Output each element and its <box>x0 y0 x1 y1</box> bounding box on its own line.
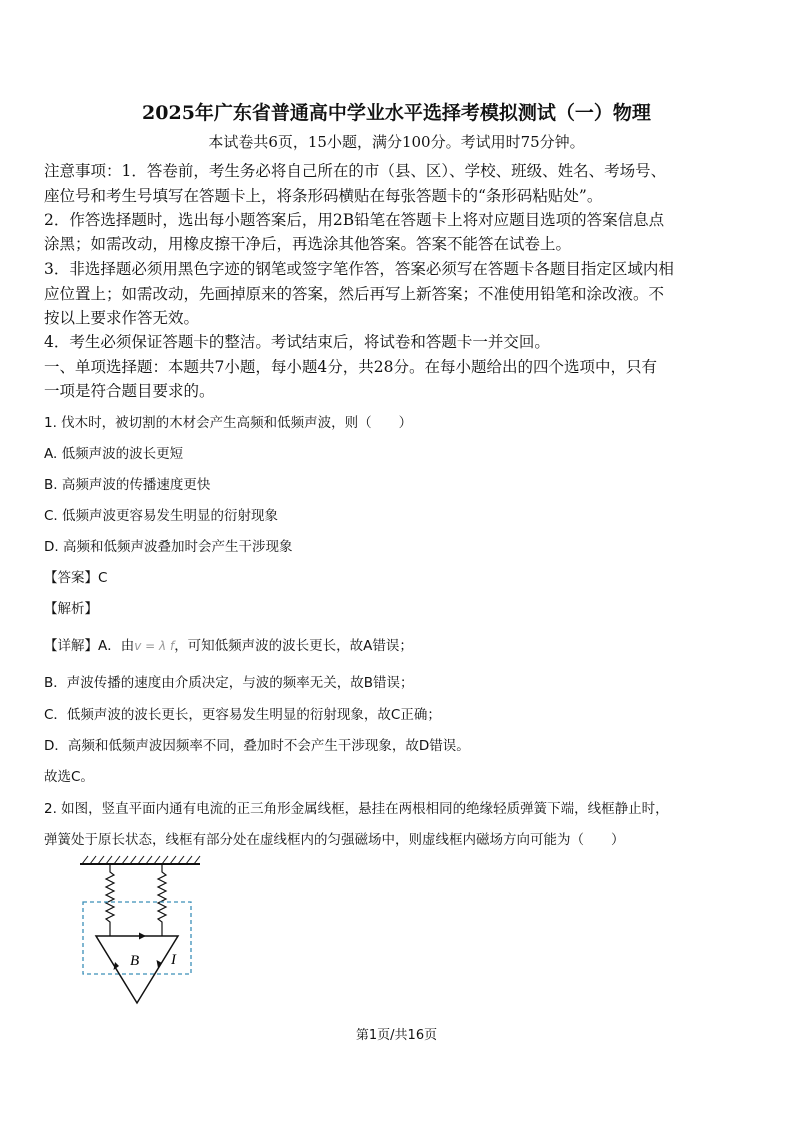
q1-detail-c: C．低频声波的波长更长，更容易发生明显的衍射现象，故C正确； <box>44 707 441 723</box>
triangle-frame <box>96 936 178 1003</box>
q1-option-c: C. 低频声波更容易发生明显的衍射现象 <box>44 508 279 524</box>
right-spring <box>158 864 166 936</box>
q1-analysis-label: 【解析】 <box>44 601 98 617</box>
q1-stem: 1. 伐木时，被切割的木材会产生高频和低频声波，则（ ） <box>44 415 413 431</box>
ceiling-hatch <box>82 856 200 864</box>
notes-item-4: 4．考生必须保证答题卡的整洁。考试结束后，将试卷和答题卡一并交回。 <box>44 333 550 351</box>
notes-item-3b: 应位置上；如需改动，先画掉原来的答案，然后再写上新答案；不准使用铅笔和涂改液。不 <box>44 285 665 303</box>
q2-figure <box>76 852 206 1012</box>
notes-item-2b: 涂黑；如需改动，用橡皮擦干净后，再选涂其他答案。答案不能答在试卷上。 <box>44 235 572 253</box>
notes-item-2a: 2．作答选择题时，选出每小题答案后，用2B铅笔在答题卡上将对应题目选项的答案信息点 <box>44 211 665 229</box>
q2-stem-line-1: 2. 如图，竖直平面内通有电流的正三角形金属线框，悬挂在两根相同的绝缘轻质弹簧下端，线框静止时， <box>44 801 669 817</box>
q1-option-a: A. 低频声波的波长更短 <box>44 446 184 462</box>
label-i: I <box>171 952 176 968</box>
q1-detail-suffix: ，可知低频声波的波长更长，故A错误； <box>174 638 413 654</box>
current-arrow-top <box>139 933 146 940</box>
q1-detail-a <box>44 634 413 654</box>
page-footer: 第1页/共16页 <box>355 1028 438 1043</box>
q1-detail-b: B．声波传播的速度由介质决定，与波的频率无关，故B错误； <box>44 675 414 691</box>
q1-option-d: D. 高频和低频声波叠加时会产生干涉现象 <box>44 539 293 555</box>
page-subtitle: 本试卷共6页，15小题，满分100分。考试用时75分钟。 <box>208 133 585 151</box>
q1-detail-d: D．高频和低频声波因频率不同，叠加时不会产生干涉现象，故D错误。 <box>44 738 470 754</box>
q1-answer: 【答案】C <box>44 570 108 586</box>
notes-line-1: 注意事项：1．答卷前，考生务必将自己所在的市（县、区）、学校、班级、姓名、考场号、 <box>44 162 667 180</box>
notes-line-2: 座位号和考生号填写在答题卡上，将条形码横贴在每张答题卡的“条形码粘贴处”。 <box>44 187 603 205</box>
notes-item-3a: 3．非选择题必须用黑色字迹的钢笔或签字笔作答，答案必须写在答题卡各题目指定区域内相 <box>44 260 674 278</box>
notes-item-3c: 按以上要求作答无效。 <box>44 309 200 327</box>
q2-stem-line-2: 弹簧处于原长状态，线框有部分处在虚线框内的匀强磁场中，则虚线框内磁场方向可能为（ ） <box>44 832 625 848</box>
page-title: 2025年广东省普通高中学业水平选择考模拟测试（一）物理 <box>142 102 651 124</box>
left-spring <box>106 864 114 936</box>
section-heading-line-1: 一、单项选择题：本题共7小题，每小题4分，共28分。在每小题给出的四个选项中，只有 <box>44 358 657 376</box>
section-heading-line-2: 一项是符合题目要求的。 <box>44 382 215 400</box>
q1-detail-prefix: 【详解】A．由 <box>44 638 135 654</box>
q1-formula: v = λ f <box>134 639 175 653</box>
q1-conclusion: 故选C。 <box>44 769 94 785</box>
q1-option-b: B. 高频声波的传播速度更快 <box>44 477 211 493</box>
label-b: B <box>130 953 140 969</box>
